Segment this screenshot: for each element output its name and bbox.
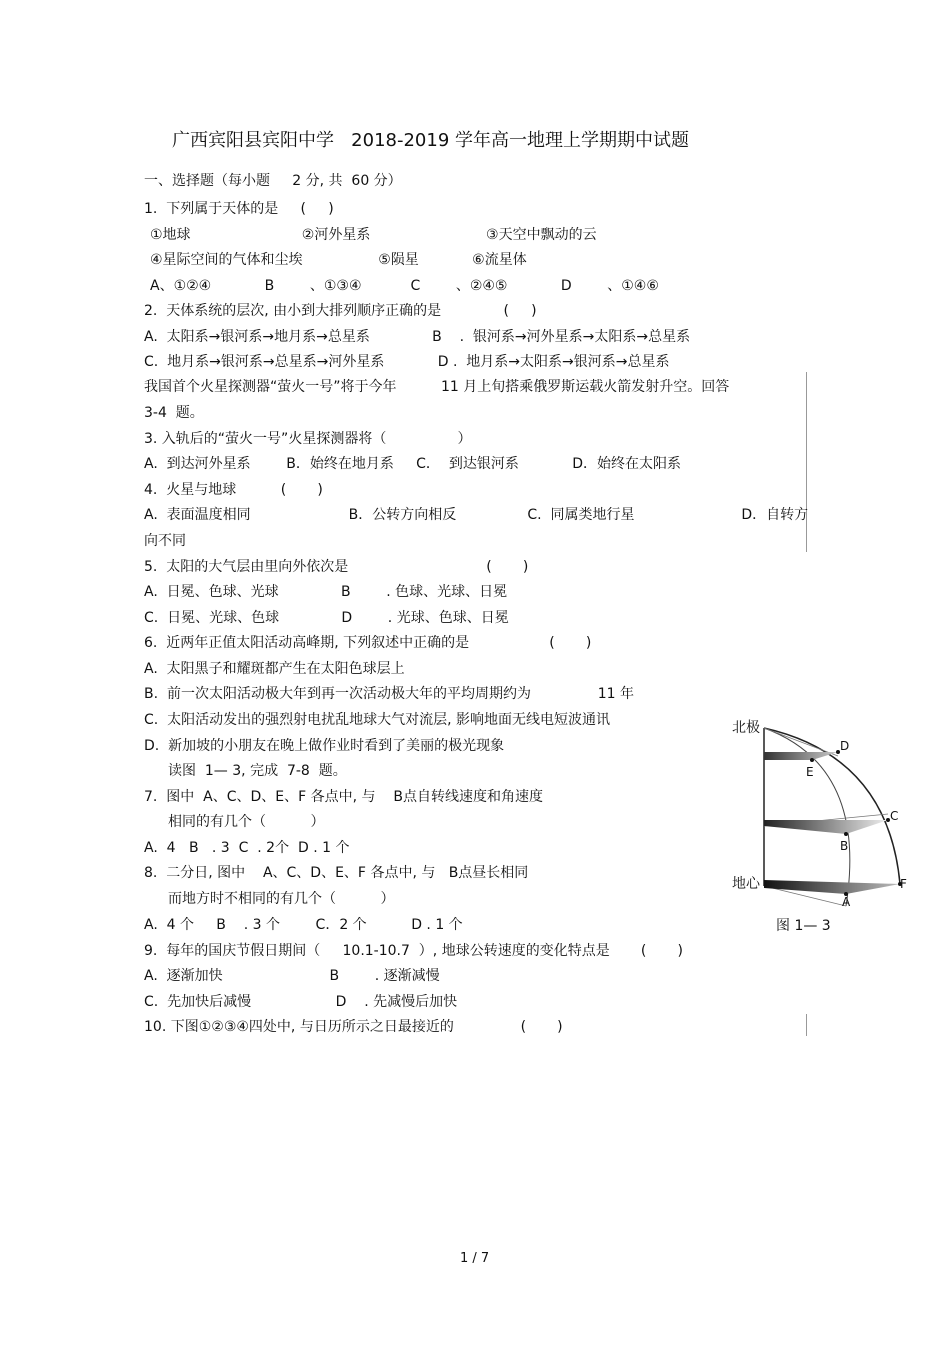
q9-options-cd: C. 先加快后减慢 D . 先减慢后加快 (144, 994, 458, 1010)
doc-title: 广西宾阳县宾阳中学 2018-2019 学年高一地理上学期期中试题 (172, 130, 689, 151)
q7-stem-cont: 相同的有几个（ ） (168, 814, 325, 830)
q6-option-b: B. 前一次太阳活动极大年到再一次活动极大年的平均周期约为 11 年 (144, 686, 634, 702)
q2-options-cd: C. 地月系→银河系→总星系→河外星系 D . 地月系→太阳系→银河系→总星系 (144, 354, 670, 370)
q5-options-ab: A. 日冕、色球、光球 B . 色球、光球、日冕 (144, 584, 508, 600)
figure-caption: 图 1— 3 (776, 918, 831, 934)
point-e (810, 758, 814, 762)
q10-vline (806, 1014, 807, 1036)
q7-options: A. 4 B . 3 C . 2个 D . 1 个 (144, 840, 350, 856)
q4-options: A. 表面温度相同 B．公转方向相反 C. 同属类地行星 D．自转方 (144, 507, 809, 523)
q6-option-a: A. 太阳黑子和耀斑都产生在太阳色球层上 (144, 661, 405, 677)
north-pole-label: 北极 (732, 720, 760, 736)
q4-options-wrap: 向不同 (144, 533, 186, 549)
band-bottom (764, 880, 900, 894)
q1-options: A、①②④ B 、①③④ C 、②④⑤ D 、①④⑥ (150, 278, 659, 294)
figure-1-3 (728, 716, 918, 936)
q2-options-ab: A. 太阳系→银河系→地月系→总星系 B . 银河系→河外星系→太阳系→总星系 (144, 329, 691, 345)
q1-stem: 1. 下列属于天体的是 ( ) (144, 201, 334, 217)
label-a: A (842, 895, 851, 909)
section-heading: 一、选择题（每小题 2 分, 共 60 分） (144, 173, 402, 189)
q1-items-row2: ④星际空间的气体和尘埃 ⑤陨星 ⑥流星体 (150, 252, 527, 268)
passage-vline (806, 372, 807, 552)
q4-stem: 4. 火星与地球 ( ) (144, 482, 323, 498)
label-c: C (890, 809, 899, 823)
q8-stem: 8. 二分日, 图中 A、C、D、E、F 各点中, 与 B点昼长相同 (144, 865, 529, 881)
band-top (764, 752, 838, 760)
point-b (844, 832, 848, 836)
center-label: 地心 (732, 876, 760, 892)
q5-stem: 5. 太阳的大气层由里向外依次是 ( ) (144, 559, 529, 575)
page-number: 1 / 7 (460, 1251, 490, 1266)
figure-instruction: 读图 1— 3, 完成 7-8 题。 (168, 763, 347, 779)
q6-option-c: C. 太阳活动发出的强烈射电扰乱地球大气对流层, 影响地面无线电短波通讯 (144, 712, 611, 728)
label-e: E (806, 765, 814, 779)
q8-stem-cont: 而地方时不相同的有几个（ ） (168, 891, 395, 907)
q1-items-row1: ①地球 ②河外星系 ③天空中飘动的云 (150, 227, 597, 243)
q8-options: A. 4 个 B . 3 个 C．2 个 D . 1 个 (144, 917, 463, 933)
label-f: F (900, 877, 907, 891)
meridian-arc (764, 728, 900, 884)
q6-stem: 6. 近两年正值太阳活动高峰期, 下列叙述中正确的是 ( ) (144, 635, 592, 651)
q9-options-ab: A. 逐渐加快 B . 逐渐减慢 (144, 968, 440, 984)
q10-stem: 10. 下图①②③④四处中, 与日历所示之日最接近的 ( ) (144, 1019, 563, 1035)
q5-options-cd: C. 日冕、光球、色球 D . 光球、色球、日冕 (144, 610, 509, 626)
q3-options: A. 到达河外星系 B．始终在地月系 C． 到达银河系 D．始终在太阳系 (144, 456, 681, 472)
q7-stem: 7. 图中 A、C、D、E、F 各点中, 与 B点自转线速度和角速度 (144, 789, 543, 805)
q6-option-d: D. 新加坡的小朋友在晚上做作业时看到了美丽的极光现象 (144, 738, 505, 754)
label-b: B (840, 839, 849, 853)
q2-stem: 2. 天体系统的层次, 由小到大排列顺序正确的是 ( ) (144, 303, 537, 319)
band-middle (764, 820, 888, 834)
q3-stem: 3. 入轨后的“萤火一号”火星探测器将（ ） (144, 431, 472, 447)
passage-text-line2: 3-4 题。 (144, 405, 204, 421)
passage-text-line1: 我国首个火星探测器“萤火一号”将于今年 11 月上旬搭乘俄罗斯运载火箭发射升空。回答 (144, 379, 730, 395)
earth-section-diagram (728, 716, 918, 936)
q9-stem: 9. 每年的国庆节假日期间（ 10.1-10.7 ）, 地球公转速度的变化特点是 ( ) (144, 943, 683, 959)
label-d: D (840, 739, 850, 753)
